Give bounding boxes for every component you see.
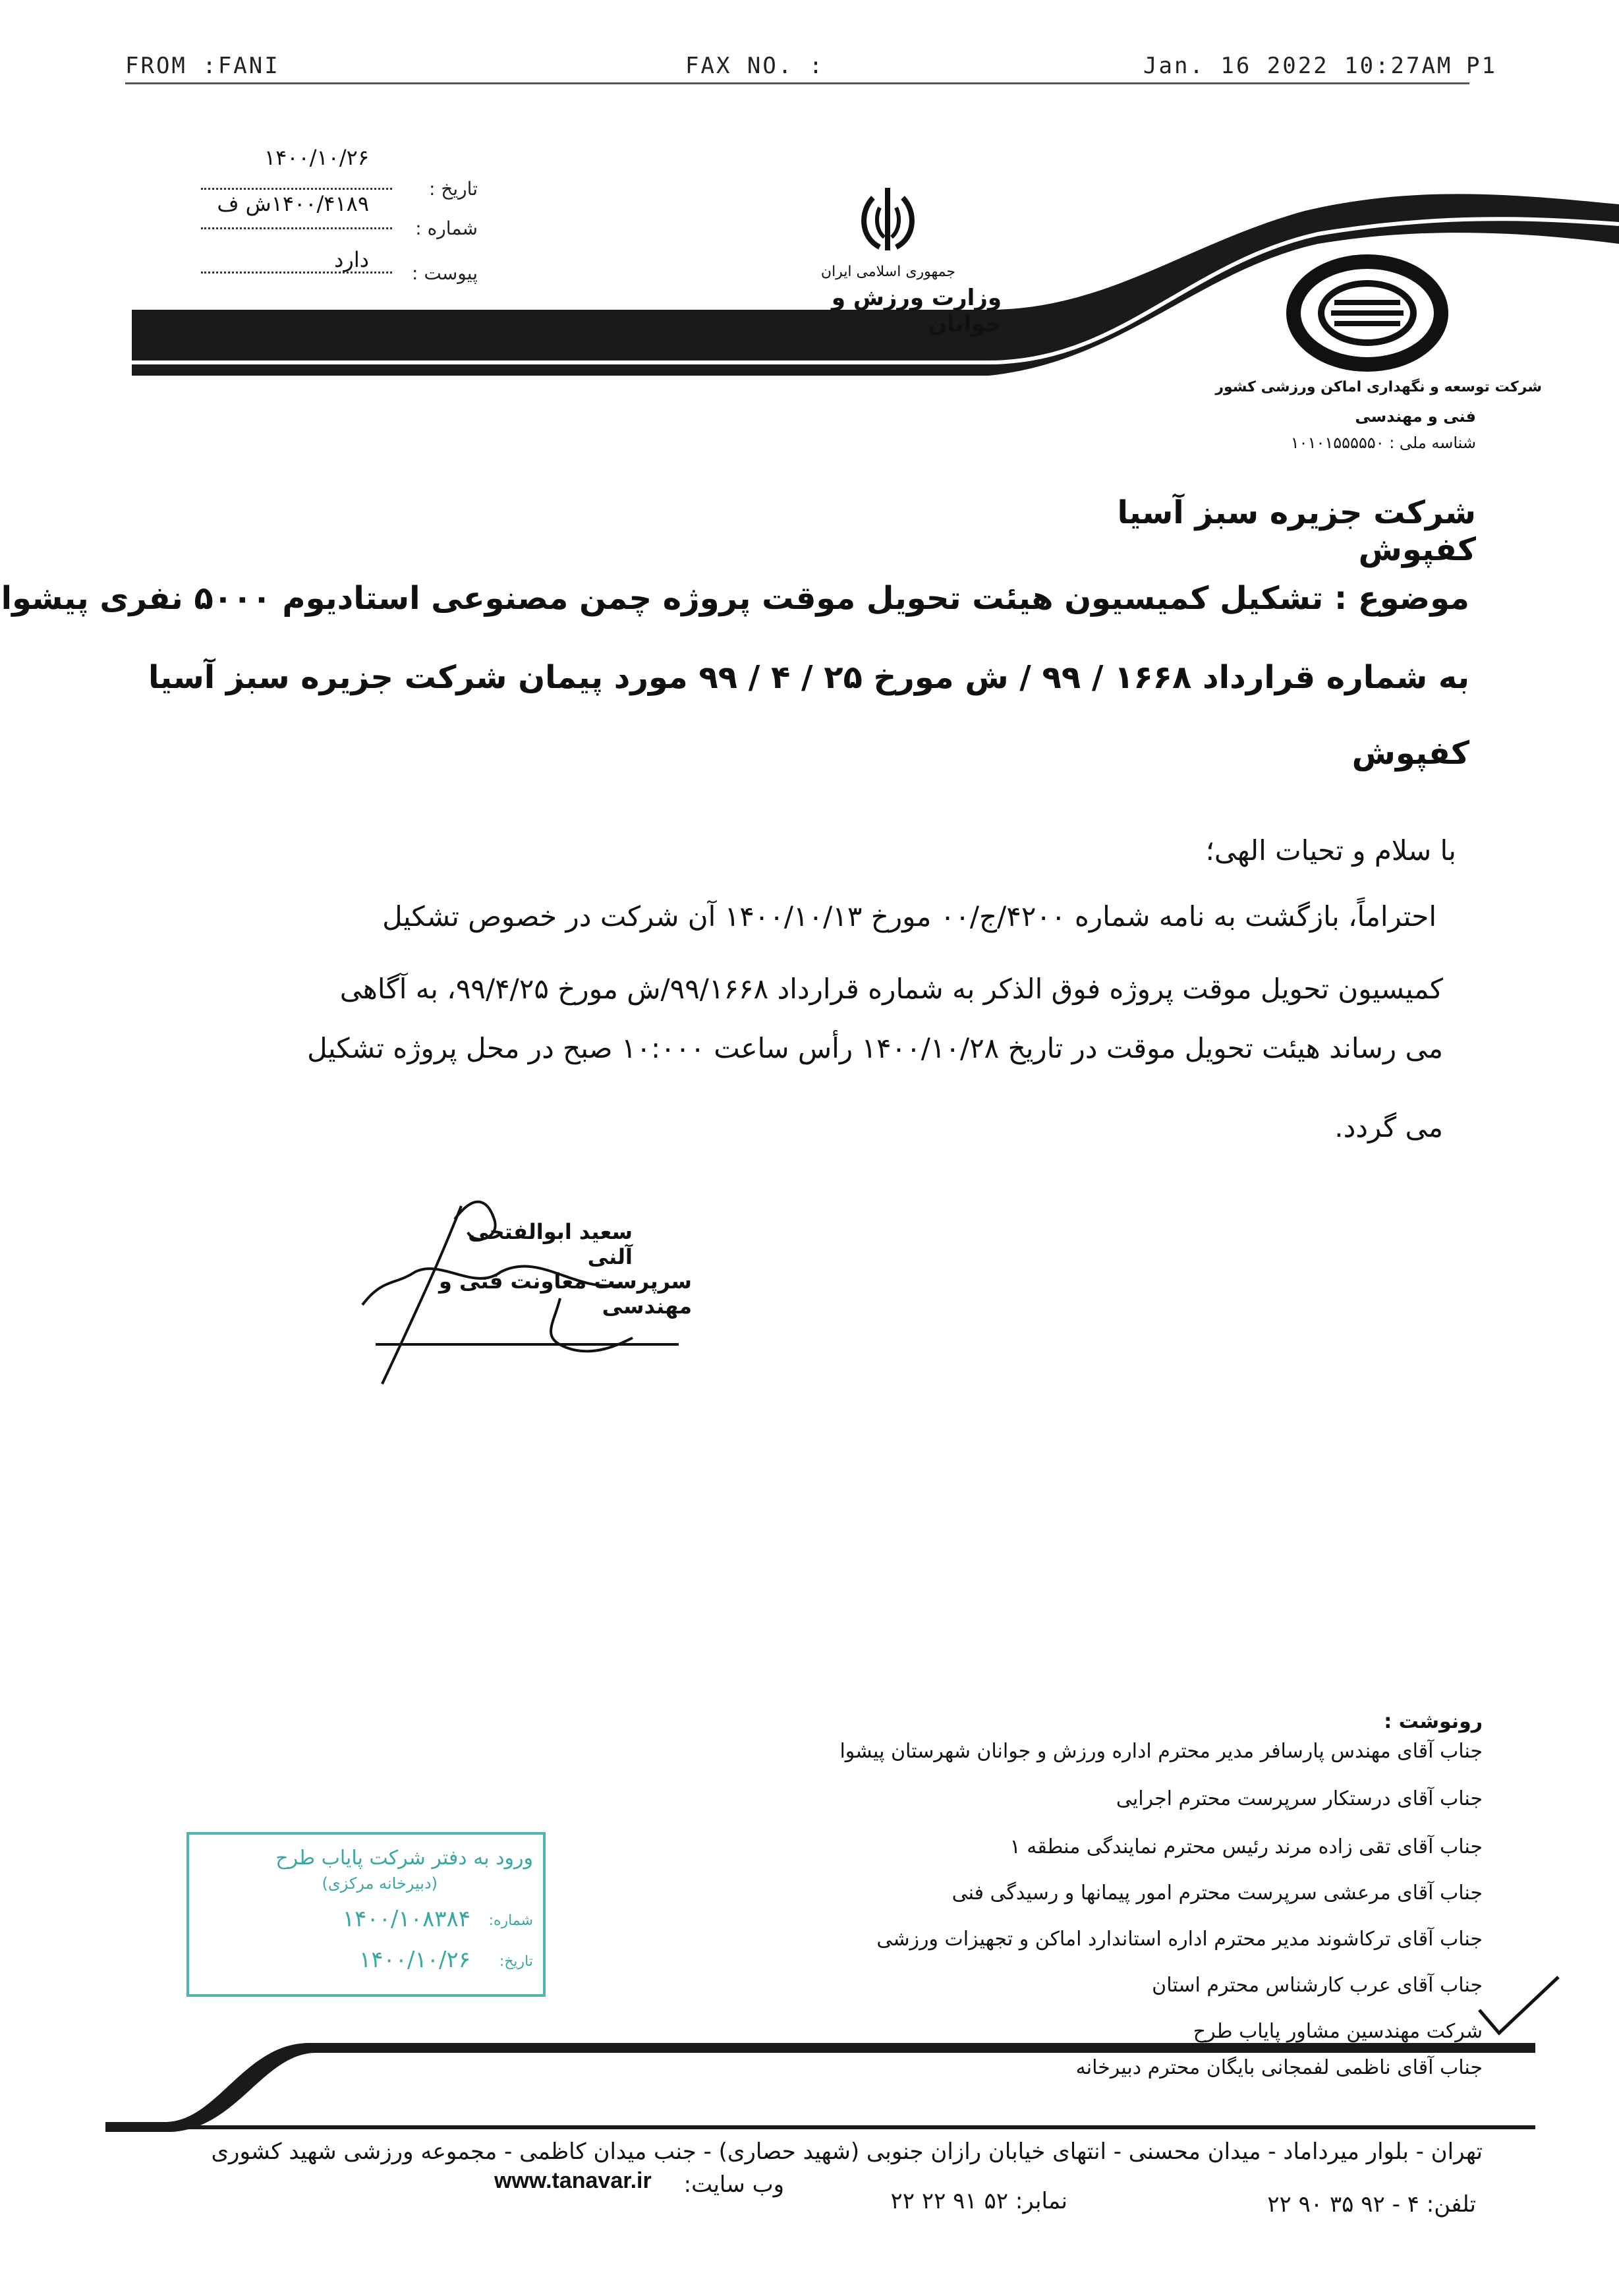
- attachment-value: دارد: [334, 247, 369, 272]
- recipient: شرکت جزیره سبز آسیا کفپوش: [1117, 494, 1476, 568]
- fax-datetime: Jan. 16 2022 10:27AM: [1143, 53, 1453, 79]
- fax-number: FAX NO. :: [685, 53, 825, 79]
- date-value: ۱۴۰۰/۱۰/۲۶: [264, 145, 369, 170]
- stamp-number-value: ۱۴۰۰/۱۰۸۳۸۴: [342, 1906, 470, 1932]
- number-label: شماره :: [415, 217, 478, 239]
- body-line: می گردد.: [1334, 1111, 1443, 1143]
- subject-line: موضوع : تشکیل کمیسیون هیئت تحویل موقت پروژه چمن مصنوعی استادیوم ۵۰۰۰ نفری پیشوا: [1, 580, 1469, 617]
- body-line: می رساند هیئت تحویل موقت در تاریخ ۱۴۰۰/۱۰/۲۸ رأس ساعت ۱۰:۰۰۰ صبح در محل پروژه تشکیل: [307, 1032, 1443, 1064]
- footer-swoosh: [0, 2030, 1619, 2135]
- ministry-name: وزارت ورزش و جوانان: [831, 285, 1002, 337]
- fax-header-rule: [125, 82, 1469, 84]
- number-dotted-line: [201, 227, 392, 229]
- cc-line: جناب آقای مهندس پارسافر مدیر محترم اداره ورزش و جوانان شهرستان پیشوا: [839, 1740, 1483, 1763]
- cc-line: جناب آقای مرعشی سرپرست محترم امور پیمانها و رسیدگی فنی: [952, 1881, 1483, 1905]
- greeting: با سلام و تحیات الهی؛: [1205, 834, 1456, 867]
- ministry-country: جمهوری اسلامی ایران: [820, 264, 955, 280]
- subject-line: به شماره قرارداد ۱۶۶۸ / ۹۹ / ش مورخ ۲۵ / ۴ / ۹۹ مورد پیمان شرکت جزیره سبز آسیا: [148, 659, 1469, 696]
- cc-line: جناب آقای ناظمی لفمجانی بایگان محترم دبیرخانه: [1075, 2056, 1483, 2079]
- company-name: شرکت توسعه و نگهداری اماکن ورزشی کشور: [1215, 379, 1542, 395]
- received-stamp: [186, 1832, 546, 1997]
- company-logo-icon: [1285, 254, 1450, 372]
- signer-title: سرپرست معاونت فنی و مهندسی: [438, 1269, 692, 1319]
- signer-name: سعید ابوالفتحی آلنی: [468, 1219, 633, 1269]
- company-national-id: شناسه ملی : ۱۰۱۰۱۵۵۵۵۵۰: [1290, 434, 1476, 452]
- cc-line: جناب آقای عرب کارشناس محترم استان: [1152, 1974, 1483, 1997]
- body-line: احتراماً، بازگشت به نامه شماره ۴۲۰۰/ج/۰۰ مورخ ۱۴۰۰/۱۰/۱۳ آن شرکت در خصوص تشکیل: [382, 900, 1436, 933]
- number-value: ۱۴۰۰/۴۱۸۹ش ف: [217, 191, 369, 216]
- fax-page: P1: [1466, 53, 1497, 79]
- body-line: کمیسیون تحویل موقت پروژه فوق الذکر به شماره قرارداد ۹۹/۱۶۶۸/ش مورخ ۹۹/۴/۲۵، به آگاهی: [339, 973, 1443, 1005]
- company-department: فنی و مهندسی: [1355, 407, 1476, 426]
- cc-line: جناب آقای درستکار سرپرست محترم اجرایی: [1116, 1787, 1483, 1810]
- subject-line: کفپوش: [1351, 735, 1469, 772]
- footer-address: تهران - بلوار میرداماد - میدان محسنی - انتهای خیابان رازان جنوبی (شهید حصاری) - جنب میدان کاظمی - مجموعه ورزشی شهید کشوری: [211, 2138, 1483, 2165]
- cc-line: شرکت مهندسین مشاور پایاب طرح: [1193, 2020, 1483, 2043]
- cc-heading: رونوشت :: [1384, 1710, 1483, 1733]
- footer-website-label: وب سایت:: [683, 2171, 784, 2198]
- footer-website[interactable]: www.tanavar.ir: [494, 2168, 652, 2193]
- stamp-number-label: شماره:: [488, 1912, 533, 1929]
- date-label: تاریخ :: [428, 178, 478, 200]
- cc-line: جناب آقای ترکاشوند مدیر محترم اداره استاندارد اماکن و تجهیزات ورزشی: [876, 1928, 1483, 1951]
- footer-phone: تلفن: ۴ - ۹۲ ۳۵ ۹۰ ۲۲: [1267, 2191, 1476, 2218]
- stamp-title: ورود به دفتر شرکت پایاب طرح: [275, 1847, 533, 1870]
- cc-line: جناب آقای تقی زاده مرند رئیس محترم نمایندگی منطقه ۱: [1009, 1835, 1483, 1858]
- stamp-date-value: ۱۴۰۰/۱۰/۲۶: [358, 1947, 470, 1973]
- attachment-dotted-line: [201, 272, 392, 273]
- iran-emblem-icon: [850, 181, 926, 260]
- stamp-date-label: تاریخ:: [499, 1953, 533, 1970]
- date-dotted-line: [201, 188, 392, 190]
- stamp-subtitle: (دبیرخانه مرکزی): [322, 1874, 438, 1893]
- signature-scribble: [343, 1180, 698, 1397]
- attachment-label: پیوست :: [412, 262, 478, 284]
- fax-from: FROM :FANI: [125, 53, 280, 79]
- footer-fax: نمابر: ۵۲ ۹۱ ۲۲ ۲۲: [890, 2188, 1067, 2214]
